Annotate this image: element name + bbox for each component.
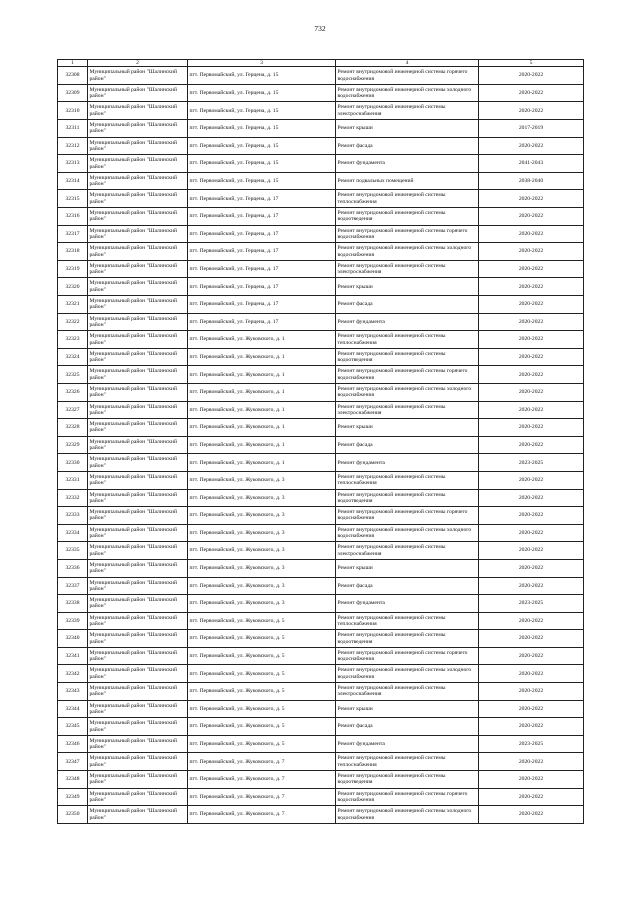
table-row: [58, 735, 584, 753]
period-cell: 2038-2040: [479, 172, 584, 190]
period-cell: 2020-2022: [479, 401, 584, 419]
row-number: 32312: [58, 137, 88, 155]
work-type-cell: Ремонт внутридомовой инженерной системы водоотведения: [336, 771, 479, 789]
row-number: 32325: [58, 366, 88, 384]
table-row: [58, 577, 584, 595]
period-cell: 2020-2022: [479, 331, 584, 349]
work-type-cell: Ремонт внутридомовой инженерной системы электроснабжения: [336, 260, 479, 278]
municipality-cell: Муниципальный район "Шалинский район": [88, 331, 188, 349]
period-cell: 2020-2022: [479, 788, 584, 806]
table-row: [58, 665, 584, 683]
period-cell: 2020-2022: [479, 542, 584, 560]
row-number: 32346: [58, 735, 88, 753]
work-type-cell: Ремонт внутридомовой инженерной системы холодного водоснабжения: [336, 665, 479, 683]
header-col-5: 5: [479, 60, 584, 67]
period-cell: 2020-2022: [479, 806, 584, 824]
row-number: 32336: [58, 559, 88, 577]
table-row: [58, 137, 584, 155]
table-row: [58, 190, 584, 208]
municipality-cell: Муниципальный район "Шалинский район": [88, 753, 188, 771]
period-cell: 2020-2022: [479, 507, 584, 525]
address-cell: пгт. Первомайский, ул. Жуковского, д. 3: [188, 507, 336, 525]
work-type-cell: Ремонт фасада: [336, 137, 479, 155]
table-row: [58, 155, 584, 173]
work-type-cell: Ремонт внутридомовой инженерной системы холодного водоснабжения: [336, 84, 479, 102]
period-cell: 2020-2022: [479, 383, 584, 401]
municipality-cell: Муниципальный район "Шалинский район": [88, 102, 188, 120]
address-cell: пгт. Первомайский, ул. Герцена, д. 15: [188, 172, 336, 190]
municipality-cell: Муниципальный район "Шалинский район": [88, 67, 188, 85]
row-number: 32320: [58, 278, 88, 296]
address-cell: пгт. Первомайский, ул. Жуковского, д. 5: [188, 612, 336, 630]
table-row: [58, 559, 584, 577]
municipality-cell: Муниципальный район "Шалинский район": [88, 718, 188, 736]
municipality-cell: Муниципальный район "Шалинский район": [88, 647, 188, 665]
period-cell: 2020-2022: [479, 366, 584, 384]
address-cell: пгт. Первомайский, ул. Жуковского, д. 7: [188, 788, 336, 806]
work-type-cell: Ремонт фасада: [336, 577, 479, 595]
period-cell: 2020-2022: [479, 436, 584, 454]
row-number: 32310: [58, 102, 88, 120]
municipality-cell: Муниципальный район "Шалинский район": [88, 436, 188, 454]
address-cell: пгт. Первомайский, ул. Герцена, д. 15: [188, 120, 336, 138]
address-cell: пгт. Первомайский, ул. Жуковского, д. 1: [188, 401, 336, 419]
address-cell: пгт. Первомайский, ул. Жуковского, д. 3: [188, 577, 336, 595]
period-cell: 2020-2022: [479, 489, 584, 507]
row-number: 32349: [58, 788, 88, 806]
row-number: 32334: [58, 524, 88, 542]
period-cell: 2020-2022: [479, 559, 584, 577]
work-type-cell: Ремонт внутридомовой инженерной системы горячего водоснабжения: [336, 788, 479, 806]
municipality-cell: Муниципальный район "Шалинский район": [88, 524, 188, 542]
municipality-cell: Муниципальный район "Шалинский район": [88, 208, 188, 226]
row-number: 32342: [58, 665, 88, 683]
period-cell: 2020-2022: [479, 771, 584, 789]
address-cell: пгт. Первомайский, ул. Жуковского, д. 1: [188, 348, 336, 366]
work-type-cell: Ремонт внутридомовой инженерной системы теплоснабжения: [336, 471, 479, 489]
table-row: [58, 542, 584, 560]
work-type-cell: Ремонт внутридомовой инженерной системы холодного водоснабжения: [336, 383, 479, 401]
municipality-cell: Муниципальный район "Шалинский район": [88, 260, 188, 278]
work-type-cell: Ремонт внутридомовой инженерной системы электроснабжения: [336, 401, 479, 419]
period-cell: 2020-2022: [479, 296, 584, 314]
table-row: [58, 718, 584, 736]
period-cell: 2023-2025: [479, 595, 584, 613]
table-row: [58, 401, 584, 419]
municipality-cell: Муниципальный район "Шалинский район": [88, 806, 188, 824]
municipality-cell: Муниципальный район "Шалинский район": [88, 577, 188, 595]
period-cell: 2020-2022: [479, 278, 584, 296]
table-row: [58, 683, 584, 701]
row-number: 32347: [58, 753, 88, 771]
table-row: [58, 612, 584, 630]
municipality-cell: Муниципальный район "Шалинский район": [88, 788, 188, 806]
row-number: 32332: [58, 489, 88, 507]
table-row: [58, 84, 584, 102]
header-col-4: 4: [336, 60, 479, 67]
work-type-cell: Ремонт фундамента: [336, 595, 479, 613]
municipality-cell: Муниципальный район "Шалинский район": [88, 225, 188, 243]
address-cell: пгт. Первомайский, ул. Жуковского, д. 3: [188, 489, 336, 507]
row-number: 32323: [58, 331, 88, 349]
row-number: 32333: [58, 507, 88, 525]
row-number: 32338: [58, 595, 88, 613]
municipality-cell: Муниципальный район "Шалинский район": [88, 278, 188, 296]
row-number: 32314: [58, 172, 88, 190]
municipality-cell: Муниципальный район "Шалинский район": [88, 471, 188, 489]
row-number: 32344: [58, 700, 88, 718]
period-cell: 2020-2022: [479, 630, 584, 648]
table-row: [58, 647, 584, 665]
municipality-cell: Муниципальный район "Шалинский район": [88, 771, 188, 789]
header-col-3: 3: [188, 60, 336, 67]
address-cell: пгт. Первомайский, ул. Жуковского, д. 3: [188, 542, 336, 560]
row-number: 32337: [58, 577, 88, 595]
work-type-cell: Ремонт фундамента: [336, 313, 479, 331]
address-cell: пгт. Первомайский, ул. Жуковского, д. 1: [188, 419, 336, 437]
table-row: [58, 225, 584, 243]
address-cell: пгт. Первомайский, ул. Герцена, д. 17: [188, 296, 336, 314]
header-row: [58, 60, 584, 67]
period-cell: 2020-2022: [479, 683, 584, 701]
municipality-cell: Муниципальный район "Шалинский район": [88, 120, 188, 138]
address-cell: пгт. Первомайский, ул. Герцена, д. 17: [188, 225, 336, 243]
table-row: [58, 788, 584, 806]
work-type-cell: Ремонт фасада: [336, 436, 479, 454]
period-cell: 2020-2022: [479, 225, 584, 243]
address-cell: пгт. Первомайский, ул. Герцена, д. 15: [188, 67, 336, 85]
table-row: [58, 771, 584, 789]
work-type-cell: Ремонт подвальных помещений: [336, 172, 479, 190]
header-col-1: 1: [58, 60, 88, 67]
address-cell: пгт. Первомайский, ул. Жуковского, д. 5: [188, 665, 336, 683]
work-type-cell: Ремонт фундамента: [336, 454, 479, 472]
period-cell: 2020-2022: [479, 753, 584, 771]
work-type-cell: Ремонт внутридомовой инженерной системы холодного водоснабжения: [336, 524, 479, 542]
period-cell: 2023-2025: [479, 735, 584, 753]
work-type-cell: Ремонт внутридомовой инженерной системы электроснабжения: [336, 102, 479, 120]
municipality-cell: Муниципальный район "Шалинский район": [88, 172, 188, 190]
municipality-cell: Муниципальный район "Шалинский район": [88, 366, 188, 384]
table-row: [58, 208, 584, 226]
row-number: 32313: [58, 155, 88, 173]
work-type-cell: Ремонт внутридомовой инженерной системы горячего водоснабжения: [336, 366, 479, 384]
work-type-cell: Ремонт крыши: [336, 700, 479, 718]
work-type-cell: Ремонт внутридомовой инженерной системы теплоснабжения: [336, 331, 479, 349]
row-number: 32328: [58, 419, 88, 437]
address-cell: пгт. Первомайский, ул. Герцена, д. 17: [188, 208, 336, 226]
row-number: 32317: [58, 225, 88, 243]
table-row: [58, 419, 584, 437]
municipality-cell: Муниципальный район "Шалинский район": [88, 595, 188, 613]
work-type-cell: Ремонт крыши: [336, 278, 479, 296]
period-cell: 2020-2022: [479, 243, 584, 261]
municipality-cell: Муниципальный район "Шалинский район": [88, 612, 188, 630]
row-number: 32326: [58, 383, 88, 401]
address-cell: пгт. Первомайский, ул. Жуковского, д. 5: [188, 700, 336, 718]
address-cell: пгт. Первомайский, ул. Жуковского, д. 1: [188, 331, 336, 349]
address-cell: пгт. Первомайский, ул. Жуковского, д. 7: [188, 753, 336, 771]
period-cell: 2020-2022: [479, 419, 584, 437]
period-cell: 2020-2022: [479, 718, 584, 736]
address-cell: пгт. Первомайский, ул. Жуковского, д. 7: [188, 771, 336, 789]
period-cell: 2020-2022: [479, 348, 584, 366]
work-type-cell: Ремонт фасада: [336, 718, 479, 736]
work-type-cell: Ремонт крыши: [336, 419, 479, 437]
header-col-2: 2: [88, 60, 188, 67]
work-type-cell: Ремонт внутридомовой инженерной системы горячего водоснабжения: [336, 507, 479, 525]
table-row: [58, 67, 584, 85]
period-cell: 2017-2019: [479, 120, 584, 138]
table-row: [58, 366, 584, 384]
address-cell: пгт. Первомайский, ул. Герцена, д. 15: [188, 84, 336, 102]
municipality-cell: Муниципальный район "Шалинский район": [88, 735, 188, 753]
address-cell: пгт. Первомайский, ул. Герцена, д. 15: [188, 102, 336, 120]
address-cell: пгт. Первомайский, ул. Жуковского, д. 5: [188, 718, 336, 736]
period-cell: 2020-2022: [479, 260, 584, 278]
table-row: [58, 102, 584, 120]
table-row: [58, 700, 584, 718]
table-row: [58, 454, 584, 472]
work-type-cell: Ремонт фасада: [336, 296, 479, 314]
address-cell: пгт. Первомайский, ул. Жуковского, д. 1: [188, 366, 336, 384]
period-cell: 2020-2022: [479, 700, 584, 718]
address-cell: пгт. Первомайский, ул. Жуковского, д. 3: [188, 595, 336, 613]
address-cell: пгт. Первомайский, ул. Жуковского, д. 3: [188, 524, 336, 542]
municipality-cell: Муниципальный район "Шалинский район": [88, 348, 188, 366]
work-type-cell: Ремонт крыши: [336, 120, 479, 138]
row-number: 32339: [58, 612, 88, 630]
table-row: [58, 630, 584, 648]
row-number: 32341: [58, 647, 88, 665]
work-type-cell: Ремонт внутридомовой инженерной системы электроснабжения: [336, 542, 479, 560]
row-number: 32340: [58, 630, 88, 648]
municipality-cell: Муниципальный район "Шалинский район": [88, 665, 188, 683]
row-number: 32330: [58, 454, 88, 472]
period-cell: 2020-2022: [479, 190, 584, 208]
work-type-cell: Ремонт крыши: [336, 559, 479, 577]
work-type-cell: Ремонт внутридомовой инженерной системы водоотведения: [336, 208, 479, 226]
period-cell: 2020-2022: [479, 612, 584, 630]
table-row: [58, 348, 584, 366]
table-row: [58, 524, 584, 542]
table-row: [58, 806, 584, 824]
address-cell: пгт. Первомайский, ул. Герцена, д. 17: [188, 190, 336, 208]
address-cell: пгт. Первомайский, ул. Жуковского, д. 1: [188, 454, 336, 472]
municipality-cell: Муниципальный район "Шалинский район": [88, 155, 188, 173]
row-number: 32311: [58, 120, 88, 138]
period-cell: 2020-2022: [479, 67, 584, 85]
municipality-cell: Муниципальный район "Шалинский район": [88, 137, 188, 155]
row-number: 32343: [58, 683, 88, 701]
work-type-cell: Ремонт внутридомовой инженерной системы холодного водоснабжения: [336, 806, 479, 824]
row-number: 32315: [58, 190, 88, 208]
address-cell: пгт. Первомайский, ул. Герцена, д. 17: [188, 313, 336, 331]
table-row: [58, 507, 584, 525]
work-type-cell: Ремонт внутридомовой инженерной системы водоотведения: [336, 489, 479, 507]
table-row: [58, 313, 584, 331]
municipality-cell: Муниципальный район "Шалинский район": [88, 313, 188, 331]
row-number: 32316: [58, 208, 88, 226]
municipality-cell: Муниципальный район "Шалинский район": [88, 454, 188, 472]
address-cell: пгт. Первомайский, ул. Герцена, д. 15: [188, 137, 336, 155]
row-number: 32350: [58, 806, 88, 824]
municipality-cell: Муниципальный район "Шалинский район": [88, 401, 188, 419]
period-cell: 2020-2022: [479, 647, 584, 665]
address-cell: пгт. Первомайский, ул. Жуковского, д. 3: [188, 559, 336, 577]
municipality-cell: Муниципальный район "Шалинский район": [88, 630, 188, 648]
address-cell: пгт. Первомайский, ул. Герцена, д. 17: [188, 260, 336, 278]
period-cell: 2020-2022: [479, 208, 584, 226]
table-row: [58, 471, 584, 489]
work-type-cell: Ремонт внутридомовой инженерной системы горячего водоснабжения: [336, 647, 479, 665]
work-type-cell: Ремонт внутридомовой инженерной системы водоотведения: [336, 348, 479, 366]
period-cell: 2020-2022: [479, 577, 584, 595]
table-row: [58, 243, 584, 261]
row-number: 32329: [58, 436, 88, 454]
municipality-cell: Муниципальный район "Шалинский район": [88, 683, 188, 701]
address-cell: пгт. Первомайский, ул. Герцена, д. 15: [188, 155, 336, 173]
address-cell: пгт. Первомайский, ул. Жуковского, д. 1: [188, 436, 336, 454]
table-row: [58, 383, 584, 401]
municipality-cell: Муниципальный район "Шалинский район": [88, 542, 188, 560]
address-cell: пгт. Первомайский, ул. Жуковского, д. 5: [188, 647, 336, 665]
row-number: 32335: [58, 542, 88, 560]
table-row: [58, 120, 584, 138]
period-cell: 2020-2022: [479, 665, 584, 683]
table-row: [58, 436, 584, 454]
municipality-cell: Муниципальный район "Шалинский район": [88, 507, 188, 525]
municipality-cell: Муниципальный район "Шалинский район": [88, 190, 188, 208]
row-number: 32348: [58, 771, 88, 789]
work-type-cell: Ремонт внутридомовой инженерной системы теплоснабжения: [336, 190, 479, 208]
table-row: [58, 172, 584, 190]
table-row: [58, 278, 584, 296]
municipality-cell: Муниципальный район "Шалинский район": [88, 419, 188, 437]
work-type-cell: Ремонт внутридомовой инженерной системы холодного водоснабжения: [336, 243, 479, 261]
address-cell: пгт. Первомайский, ул. Жуковского, д. 3: [188, 471, 336, 489]
municipality-cell: Муниципальный район "Шалинский район": [88, 84, 188, 102]
row-number: 32309: [58, 84, 88, 102]
address-cell: пгт. Первомайский, ул. Жуковского, д. 5: [188, 683, 336, 701]
work-type-cell: Ремонт внутридомовой инженерной системы теплоснабжения: [336, 612, 479, 630]
row-number: 32319: [58, 260, 88, 278]
table-body: [58, 67, 584, 824]
table-header: [58, 60, 584, 67]
work-type-cell: Ремонт внутридомовой инженерной системы горячего водоснабжения: [336, 67, 479, 85]
table-row: [58, 753, 584, 771]
municipality-cell: Муниципальный район "Шалинский район": [88, 296, 188, 314]
address-cell: пгт. Первомайский, ул. Герцена, д. 17: [188, 278, 336, 296]
row-number: 32308: [58, 67, 88, 85]
work-type-cell: Ремонт внутридомовой инженерной системы теплоснабжения: [336, 753, 479, 771]
registry-table: [57, 59, 584, 824]
table-row: [58, 296, 584, 314]
address-cell: пгт. Первомайский, ул. Жуковского, д. 5: [188, 735, 336, 753]
row-number: 32327: [58, 401, 88, 419]
row-number: 32318: [58, 243, 88, 261]
municipality-cell: Муниципальный район "Шалинский район": [88, 559, 188, 577]
row-number: 32324: [58, 348, 88, 366]
period-cell: 2020-2022: [479, 524, 584, 542]
address-cell: пгт. Первомайский, ул. Жуковского, д. 7: [188, 806, 336, 824]
period-cell: 2023-2025: [479, 454, 584, 472]
period-cell: 2020-2022: [479, 84, 584, 102]
period-cell: 2041-2043: [479, 155, 584, 173]
row-number: 32321: [58, 296, 88, 314]
municipality-cell: Муниципальный район "Шалинский район": [88, 489, 188, 507]
period-cell: 2020-2022: [479, 137, 584, 155]
table-row: [58, 595, 584, 613]
work-type-cell: Ремонт внутридомовой инженерной системы водоотведения: [336, 630, 479, 648]
address-cell: пгт. Первомайский, ул. Герцена, д. 17: [188, 243, 336, 261]
municipality-cell: Муниципальный район "Шалинский район": [88, 700, 188, 718]
work-type-cell: Ремонт фундамента: [336, 155, 479, 173]
municipality-cell: Муниципальный район "Шалинский район": [88, 243, 188, 261]
table-row: [58, 331, 584, 349]
row-number: 32322: [58, 313, 88, 331]
row-number: 32331: [58, 471, 88, 489]
page-number: 732: [314, 24, 326, 33]
work-type-cell: Ремонт внутридомовой инженерной системы электроснабжения: [336, 683, 479, 701]
address-cell: пгт. Первомайский, ул. Жуковского, д. 5: [188, 630, 336, 648]
address-cell: пгт. Первомайский, ул. Жуковского, д. 1: [188, 383, 336, 401]
table-row: [58, 260, 584, 278]
period-cell: 2020-2022: [479, 313, 584, 331]
period-cell: 2020-2022: [479, 102, 584, 120]
table-row: [58, 489, 584, 507]
row-number: 32345: [58, 718, 88, 736]
municipality-cell: Муниципальный район "Шалинский район": [88, 383, 188, 401]
work-type-cell: Ремонт внутридомовой инженерной системы горячего водоснабжения: [336, 225, 479, 243]
period-cell: 2020-2022: [479, 471, 584, 489]
work-type-cell: Ремонт фундамента: [336, 735, 479, 753]
